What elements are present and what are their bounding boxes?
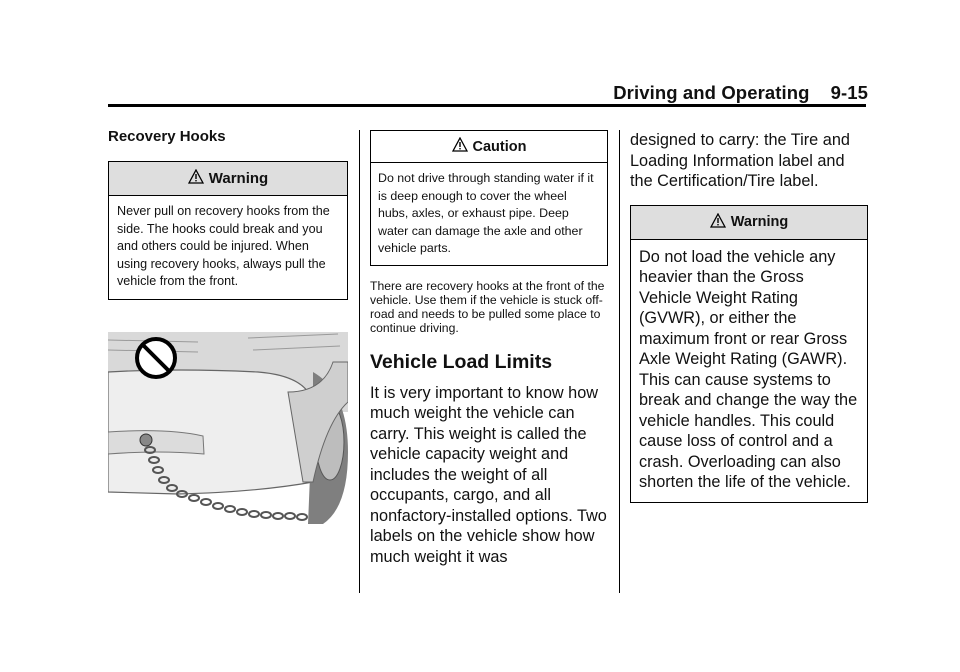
- warning-label: Warning: [208, 170, 269, 187]
- column-2: [370, 130, 608, 567]
- warning-box-2: [630, 205, 868, 503]
- warning-box: [108, 161, 348, 300]
- warning-text-2: Do not load the vehicle any heavier than the Gross Vehicle Weight Rating (GVWR), or either the maximum front or rear Gross Axle Weight Rating (GAWR). This can cause systems to break and change the way the vehicle handles. This could cause loss of control and a crash. Overloading can also shorten the life of the vehicle.: [639, 247, 858, 491]
- warning-header-2: [631, 206, 867, 240]
- caution-text: Do not drive through standing water if it is deep enough to cover the wheel hubs, axles, or exhaust pipe. Deep water can damage the axle and other vehicle parts.: [378, 171, 594, 256]
- warning-triangle-icon: [188, 169, 209, 188]
- column-1: [108, 118, 348, 300]
- warning-label-2: Warning: [730, 214, 789, 230]
- warning-text: Never pull on recovery hooks from the side. The hooks could break and you and others could be injured. When using recovery hooks, always pull the vehicle from the front.: [117, 204, 330, 289]
- page-header: [613, 82, 868, 104]
- caution-header: [371, 131, 607, 163]
- section-title: Recovery Hooks: [108, 128, 226, 145]
- column-divider-1: [359, 130, 360, 593]
- section-heading: Vehicle Load Limits: [370, 350, 553, 373]
- caution-label: Caution: [472, 138, 527, 155]
- load-limits-text: It is very important to know how much weight the vehicle can carry. This weight is called the vehicle capacity weight and includes the weight of all occupants, cargo, and all nonfactory-installed options. Two labels on the vehicle show how much weight it was: [370, 383, 607, 566]
- chapter-title: Driving and Operating: [613, 82, 810, 103]
- warning-triangle-icon: [710, 213, 731, 232]
- prohibited-icon: [137, 339, 175, 377]
- warning-triangle-icon: [452, 137, 473, 156]
- column-divider-2: [619, 130, 620, 593]
- column-3: [630, 130, 868, 503]
- caution-box: [370, 130, 608, 266]
- page-number: 9-15: [830, 82, 868, 103]
- warning-header: [109, 162, 347, 196]
- recovery-hooks-text: There are recovery hooks at the front of the vehicle. Use them if the vehicle is stuck off-road and needs to be pulled some place to continue driving.: [370, 278, 605, 335]
- load-limits-continued: designed to carry: the Tire and Loading Information label and the Certification/Tire label.: [630, 131, 850, 190]
- header-rule: [108, 104, 866, 107]
- recovery-hook: [140, 434, 152, 446]
- recovery-hook-illustration: [108, 332, 348, 524]
